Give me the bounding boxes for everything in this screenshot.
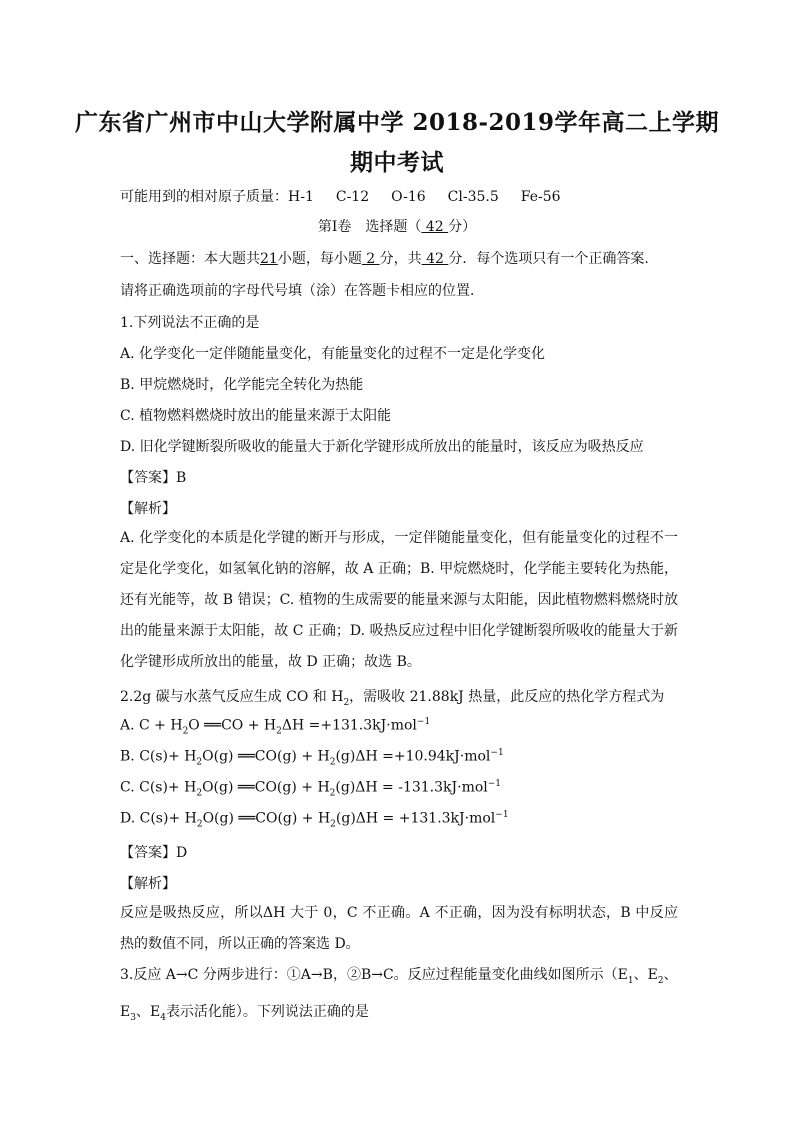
document-title-line1: 广东省广州市中山大学附属中学 2018-2019学年高二上学期 — [74, 109, 720, 136]
q1-answer: 【答案】B — [120, 470, 187, 486]
q1-stem: 1.下列说法不正确的是 — [120, 315, 260, 331]
q2-answer: 【答案】D — [120, 845, 188, 861]
q2-option-a: A. $C + H_2O$ ══CO + $H_2\Delta H =+131.3kJ\cdot mol^{-1}$ — [120, 717, 431, 737]
q3-stem: 3.反应 A→C 分两步进行：①A→B，②B→C。反应过程能量变化曲线如图所示（$E_1$、$E_2$、 $E_3$、$E_4$表示活化能）。下列说法正确的是 — [120, 967, 678, 1023]
q1-analysis: A. 化学变化的本质是化学键的断开与形成，一定伴随能量变化，但有能量变化的过程不一定是化学变化，如氢氧化钠的溶解，故 A 正确；B. 甲烷燃烧时，化学能主要转化为热能，还有光能等，故 B 错误；C. 植物的生成需要的能量来源与太阳能，因此植物燃料燃烧时放出的能量来源于太阳能，故 C 正确；D. 吸热反应过程中旧化学键断裂所吸收的能量大于新化学键形成所放出的能量，故 D 正确；故选 B。 — [120, 530, 678, 670]
atomic-mass-line: 可能用到的相对原子质量：H-1 C-12 O-16 Cl-35.5 Fe-56 — [120, 189, 561, 205]
q2-option-b: B. $C(s)+ H_2O(g)$ ══CO(g) + $H_2(g)\Delta H =+10.94kJ\cdot mol^{-1}$ — [120, 748, 504, 768]
q1-option-b: B. 甲烷燃烧时，化学能完全转化为热能 — [120, 377, 364, 393]
q2-option-c: C. $C(s)+ H_2O(g)$ ══CO(g) + $H_2(g)\Delta H = -131.3kJ\cdot mol^{-1}$ — [120, 779, 502, 799]
q2-analysis: 反应是吸热反应，所以ΔH 大于 0，C 不正确。A 不正确，因为没有标明状态，B 中反应热的数值不同，所以正确的答案选 D。 — [120, 905, 678, 952]
section-heading: 第Ⅰ卷 选择题（ 42 分） — [317, 219, 477, 235]
q1-analysis-label: 【解析】 — [120, 501, 176, 517]
q2-stem: 2.2g 碳与水蒸气反应生成 CO 和 $H_2$，需吸收 21.88kJ 热量，此反应的热化学方程式为 — [120, 689, 665, 708]
atomic-mass-label: 可能用到的相对原子质量： — [120, 189, 288, 205]
q2-analysis-label: 【解析】 — [120, 876, 176, 892]
q1-option-d: D. 旧化学键断裂所吸收的能量大于新化学键形成所放出的能量时，该反应为吸热反应 — [120, 439, 644, 455]
q2-option-d: D. $C(s)+ H_2O(g)$ ══CO(g) + $H_2(g)\Delta H = +131.3kJ\cdot mol^{-1}$ — [120, 810, 509, 830]
q1-option-a: A. 化学变化一定伴随能量变化，有能量变化的过程不一定是化学变化 — [120, 346, 546, 362]
document-title-line2: 期中考试 — [350, 149, 444, 176]
instructions-line1: 一、选择题：本大题共21小题，每小题 2 分，共 42 分．每个选项只有一个正确答案. — [120, 251, 649, 267]
q1-option-c: C. 植物燃料燃烧时放出的能量来源于太阳能 — [120, 408, 392, 424]
instructions-line2: 请将正确选项前的字母代号填（涂）在答题卡相应的位置． — [120, 283, 484, 299]
